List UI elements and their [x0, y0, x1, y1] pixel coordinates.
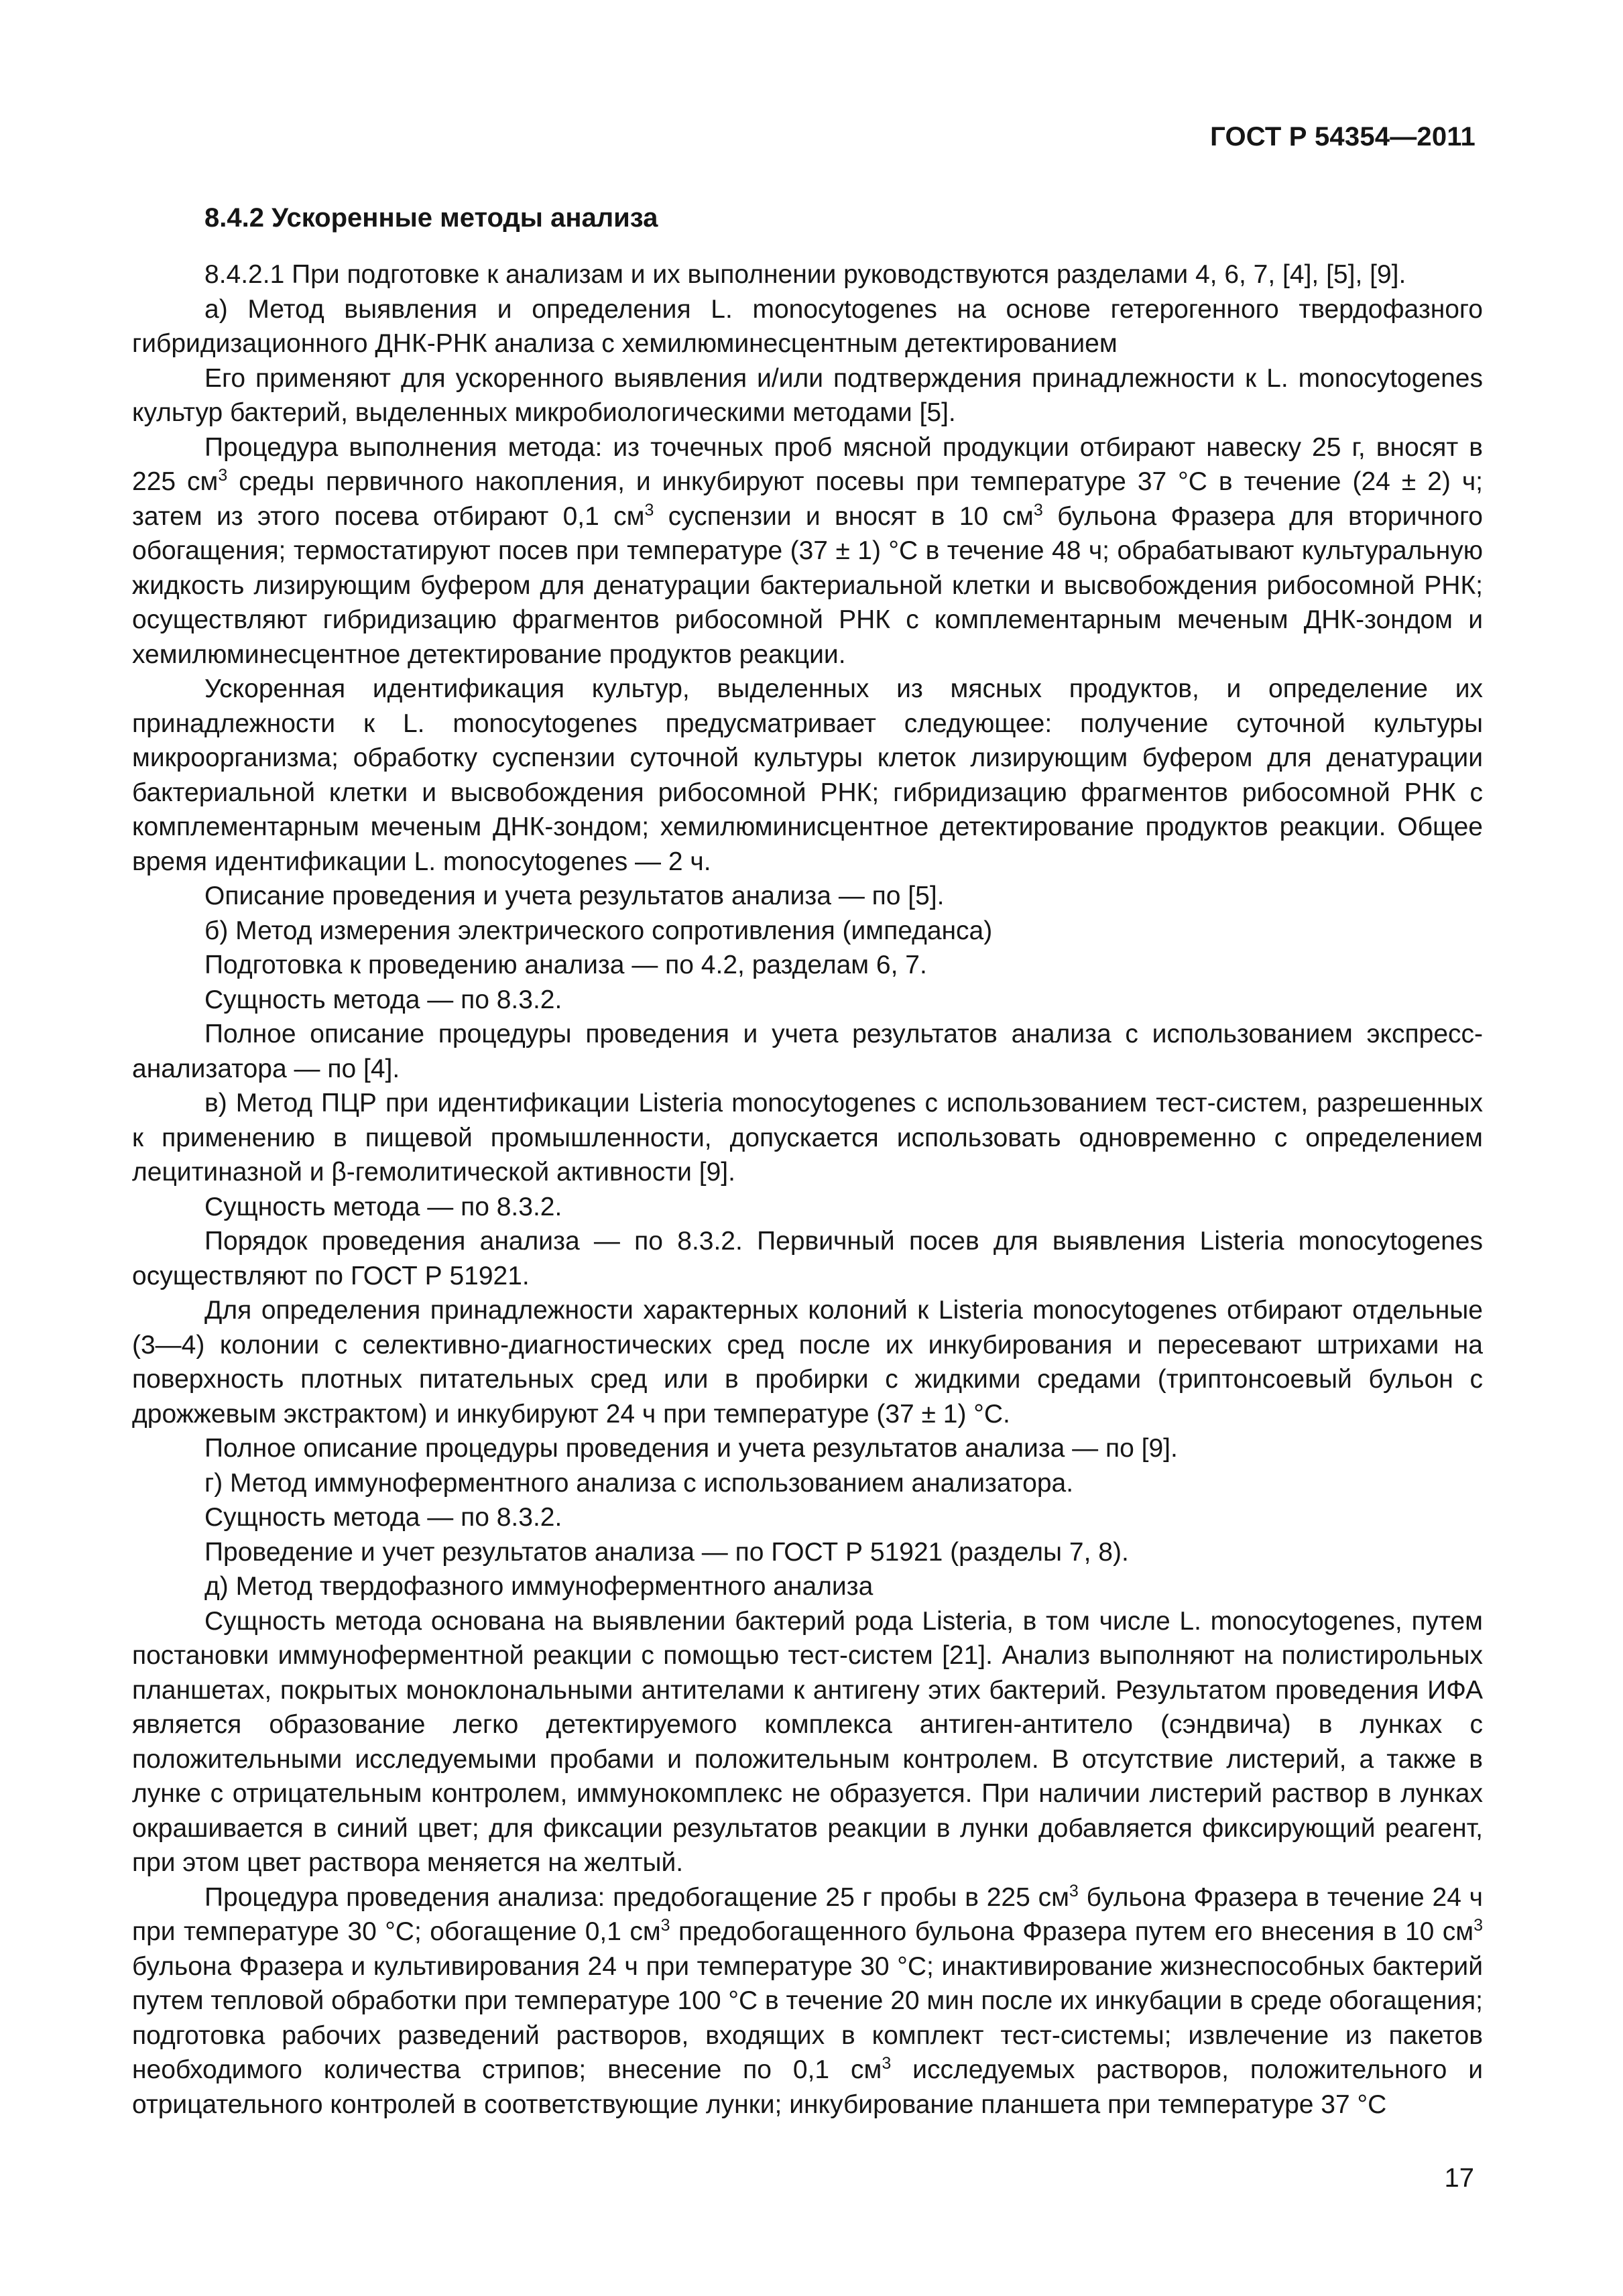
document-body [132, 201, 1483, 2122]
paragraph: б) Метод измерения электрического сопротивления (импеданса) [204, 916, 993, 945]
paragraph: Сущность метода — по 8.3.2. [204, 1503, 562, 1532]
paragraph: Описание проведения и учета результатов анализа — по [5]. [204, 882, 945, 910]
paragraph: г) Метод иммуноферментного анализа с использованием анализатора. [204, 1468, 1074, 1498]
paragraph: Его применяют для ускоренного выявления и/или подтверждения принадлежности к L. monocytogenes культур бактерий, выделенных микробиологическими методами [5]. [132, 363, 1483, 427]
paragraph: Полное описание процедуры проведения и учета результатов анализа с использованием экспресс-анализатора — по [4]. [132, 1020, 1483, 1083]
paragraph: Для определения принадлежности характерных колоний к Listeria monocytogenes отбирают отдельные (3—4) колонии с селективно-диагностических сред после их инкубирования и пересевают штрихами на поверхность плотных питательных сред или в пробирки с жидкими средами (триптонсоевый бульон с дрожжевым экстрактом) и инкубируют 24 ч при температуре (37 ± 1) °С. [132, 1296, 1483, 1429]
paragraph: Процедура выполнения метода: из точечных проб мясной продукции отбирают навеску 25 г, вносят в 225 $см^3$ среды первичного накопления, и инкубируют посевы при температуре 37 °С в течение (24 ± 2) ч; затем из этого посева отбирают 0,1 $см^3$ суспензии и вносят в 10 $см^3$ бульона Фразера для вторичного обогащения; термостатируют посев при температуре (37 ± 1) °С в течение 48 ч; обрабатывают культуральную жидкость лизирующим буфером для денатурации бактериальной клетки и высвобождения рибосомной РНК; осуществляют гибридизацию фрагментов рибосомной РНК с комплементарным меченым ДНК-зондом и хемилюминесцентное детектирование продуктов реакции. [132, 432, 1484, 669]
paragraph: Сущность метода — по 8.3.2. [204, 985, 562, 1014]
paragraph-list [132, 257, 1483, 2122]
paragraph: а) Метод выявления и определения L. monocytogenes на основе гетерогенного твердофазного гибридизационного ДНК-РНК анализа с хемилюминесцентным детектированием [132, 294, 1483, 358]
paragraph: Порядок проведения анализа — по 8.3.2. Первичный посев для выявления Listeria monocytogenes осуществляют по ГОСТ Р 51921. [132, 1227, 1483, 1290]
paragraph: Проведение и учет результатов анализа — по ГОСТ Р 51921 (разделы 7, 8). [204, 1537, 1129, 1567]
document-header: ГОСТ Р 54354—2011 [1210, 122, 1476, 152]
section-title: 8.4.2 Ускоренные методы анализа [204, 203, 658, 233]
paragraph: Ускоренная идентификация культур, выделенных из мясных продуктов, и определение их принадлежности к L. monocytogenes предусматривает следующее: получение суточной культуры микроорганизма; обработку суспензии суточной культуры клеток лизирующим буфером для денатурации бактериальной клетки и высвобождения рибосомной РНК; гибридизацию фрагментов рибосомной РНК с комплементарным меченым ДНК-зондом; хемилюминисцентное детектирование продуктов реакции. Общее время идентификации L. monocytogenes — 2 ч. [132, 674, 1483, 876]
paragraph: Сущность метода основана на выявлении бактерий рода Listeria, в том числе L. monocytogenes, путем постановки иммуноферментной реакции с помощью тест-систем [21]. Анализ выполняют на полистирольных планшетах, покрытых моноклональными антителами к антигену этих бактерий. Результатом проведения ИФА является образование легко детектируемого комплекса антиген-антитело (сэндвича) в лунках с положительными исследуемыми пробами и положительным контролем. В отсутствие листерий, а также в лунке с отрицательным контролем, иммунокомплекс не образуется. При наличии листерий раствор в лунках окрашивается в синий цвет; для фиксации результатов реакции в лунки добавляется фиксирующий реагент, при этом цвет раствора меняется на желтый. [132, 1606, 1483, 1877]
paragraph: Полное описание процедуры проведения и учета результатов анализа — по [9]. [204, 1434, 1178, 1463]
paragraph: Процедура проведения анализа: предобогащение 25 г пробы в 225 $см^3$ бульона Фразера в течение 24 ч при температуре 30 °С; обогащение 0,1 $см^3$ предобогащенного бульона Фразера путем его внесения в 10 $см^3$ бульона Фразера и культивирования 24 ч при температуре 30 °С; инактивирование жизнеспособных бактерий путем тепловой обработки при температуре 100 °С в течение 20 мин после их инкубации в среде обогащения; подготовка рабочих разведений растворов, входящих в комплект тест-системы; извлечение из пакетов необходимого количества стрипов; внесение по 0,1 $см^3$ исследуемых растворов, положительного и отрицательного контролей в соответствующие лунки; инкубирование планшета при температуре 37 °С [132, 1881, 1484, 2119]
paragraph: д) Метод твердофазного иммуноферментного анализа [204, 1572, 874, 1601]
page-number: 17 [1444, 2163, 1474, 2193]
paragraph: Сущность метода — по 8.3.2. [204, 1192, 562, 1221]
paragraph: 8.4.2.1 При подготовке к анализам и их выполнении руководствуются разделами 4, 6, 7, [4], [5], [9]. [204, 260, 1406, 289]
paragraph: в) Метод ПЦР при идентификации Listeria monocytogenes с использованием тест-систем, разрешенных к применению в пищевой промышленности, допускается использовать одновременно с определением лецитиназной и β-гемолитической активности [9]. [132, 1089, 1483, 1187]
paragraph: Подготовка к проведению анализа — по 4.2, разделам 6, 7. [204, 951, 927, 979]
